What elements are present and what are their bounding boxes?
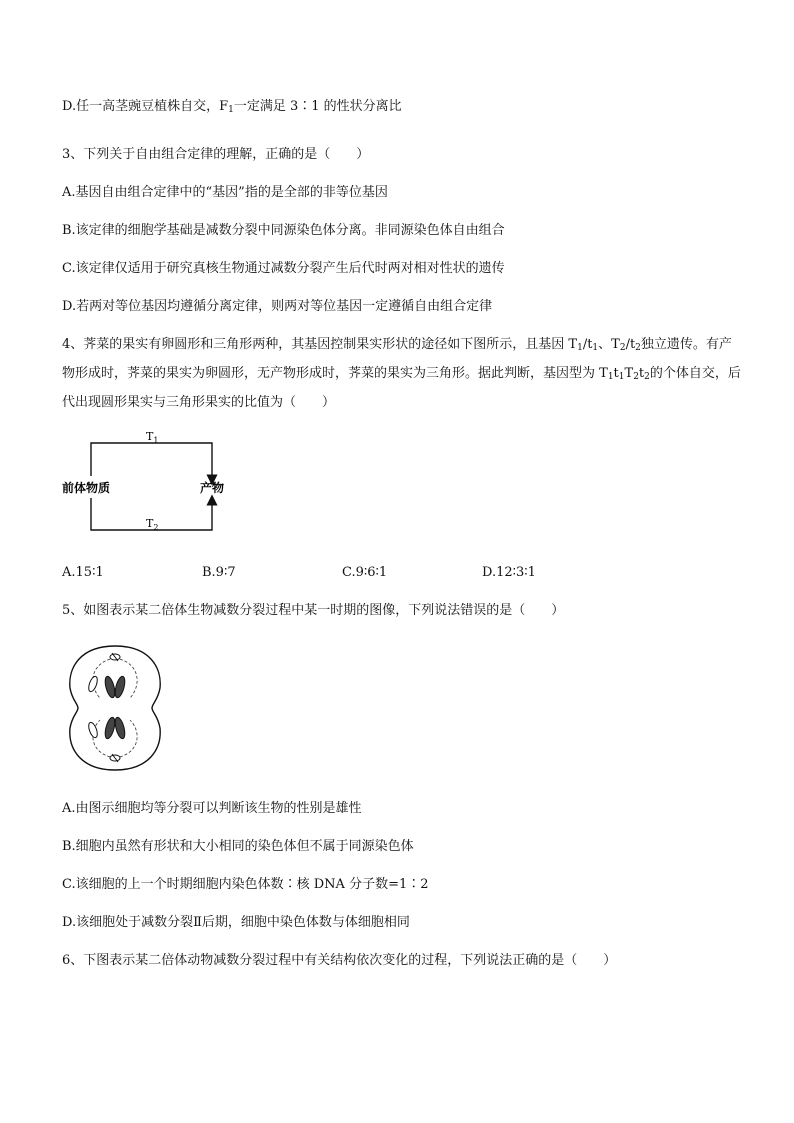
gene-t2-label: $T_2$ [146, 517, 159, 532]
precursor-label: 前体物质 [62, 481, 111, 495]
product-label: 产物 [200, 481, 225, 495]
q3-option-b: B.该定律的细胞学基础是减数分裂中同源染色体分离。非同源染色体自由组合 [62, 223, 505, 238]
q5-stem: 5、如图表示某二倍体生物减数分裂过程中某一时期的图像，下列说法错误的是（ ） [62, 603, 565, 618]
q4-option-d: D.12∶3∶1 [482, 565, 536, 580]
cell-membrane [70, 646, 160, 770]
gene-t1-label: $T_1$ [146, 432, 159, 445]
q3-option-c: C.该定律仅适用于研究真核生物通过减数分裂产生后代时两对相对性状的遗传 [62, 261, 505, 276]
chromosome-upper-light [87, 675, 99, 692]
pathway-diagram [58, 432, 248, 542]
q4-option-b: B.9∶7 [202, 565, 236, 580]
centriole-top [110, 653, 120, 661]
q5-option-c: C.该细胞的上一个时期细胞内染色体数∶核 DNA 分子数=1∶2 [62, 877, 429, 892]
q3-option-d: D.若两对等位基因均遵循分离定律，则两对等位基因一定遵循自由组合定律 [62, 299, 493, 314]
chromosome-upper-dark-2 [113, 675, 126, 698]
chromosome-lower-dark-2 [113, 716, 126, 739]
chromosome-upper-dark-1 [103, 675, 116, 698]
q4-stem: 4、荠菜的果实有卵圆形和三角形两种，其基因控制果实形状的途径如下图所示，且基因 $T_1/t_1$、$T_2/t_2$独立遗传。有产物形成时，荠菜的果实为卵圆形，无产物形成时，荠菜的果实为三角形。据此判断，基因型为 $T_1t_1T_2t_2$的个体自交，后代出现圆形果实与三角形果实的比值为（ ） [62, 337, 741, 410]
q3-stem: 3、下列关于自由组合定律的理解，正确的是（ ） [62, 147, 370, 162]
q4-option-c: C.9∶6∶1 [342, 565, 388, 580]
q5-option-a: A.由图示细胞均等分裂可以判断该生物的性别是雄性 [62, 801, 362, 816]
q2-option-d: D.任一高茎豌豆植株自交，$F_1$一定满足 3∶1 的性状分离比 [62, 99, 402, 115]
pathway-top-route [91, 443, 212, 480]
q4-option-a: A.15∶1 [62, 565, 104, 580]
q5-option-b: B.细胞内虽然有形状和大小相同的染色体但不属于同源染色体 [62, 839, 414, 854]
centriole-bottom [110, 754, 120, 762]
chromosome-lower-dark-1 [103, 716, 116, 739]
q5-option-d: D.该细胞处于减数分裂Ⅱ后期，细胞中染色体数与体细胞相同 [62, 915, 410, 930]
q3-option-a: A.基因自由组合定律中的“基因”指的是全部的非等位基因 [62, 185, 388, 200]
q6-stem: 6、下图表示某二倍体动物减数分裂过程中有关结构依次变化的过程，下列说法正确的是（ ） [62, 953, 617, 968]
cell-division-diagram [60, 640, 170, 775]
